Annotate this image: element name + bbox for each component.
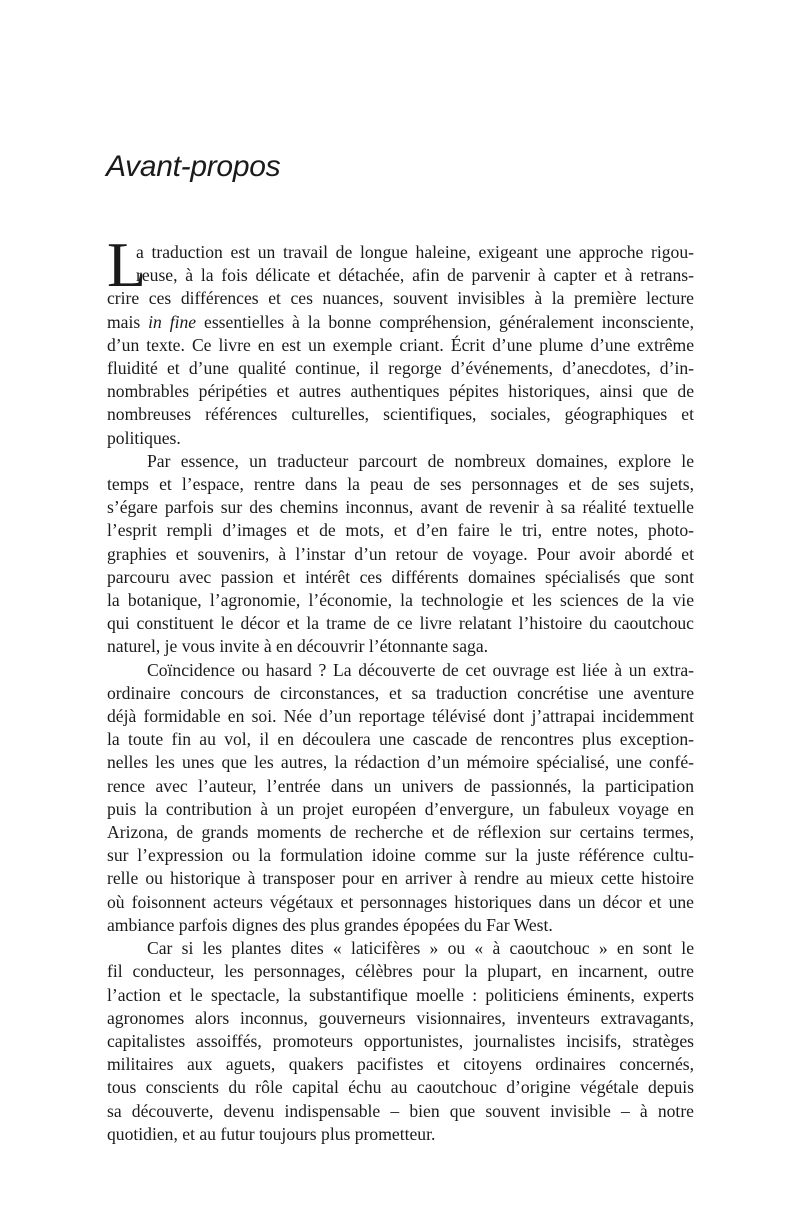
text-line: militaires aux aguets, quakers pacifistes et citoyens ordinaires concernés, xyxy=(107,1054,694,1075)
text-line: la toute fin au vol, il en découlera une cascade de rencontres plus exception- xyxy=(107,729,694,750)
text-line: l’action et le spectacle, la substantifique moelle : politiciens éminents, experts xyxy=(107,984,694,1005)
paragraph-2 xyxy=(107,450,694,659)
text-line: Coïncidence ou hasard ? La découverte de cet ouvrage est liée à un extra- xyxy=(147,659,694,680)
text-line: agronomes alors inconnus, gouverneurs visionnaires, inventeurs extravagants, xyxy=(107,1007,694,1028)
text-line: politiques. xyxy=(107,427,181,448)
text-line: crire ces différences et ces nuances, souvent invisibles à la première lecture xyxy=(107,288,694,309)
text-line: capitalistes assoiffés, promoteurs opportunistes, journalistes incisifs, stratèges xyxy=(107,1030,694,1051)
paragraph-4 xyxy=(107,937,694,1146)
text-line: s’égare parfois sur des chemins inconnus, avant de revenir à sa réalité textuelle xyxy=(107,497,694,518)
text-line: fluidité et d’une qualité continue, il regorge d’événements, d’anecdotes, d’in- xyxy=(107,358,694,379)
text-line: où foisonnent acteurs végétaux et personnages historiques dans un décor et une xyxy=(107,891,694,912)
text-line: nelles les unes que les autres, la rédaction d’un mémoire spécialisé, une confé- xyxy=(107,752,694,773)
text-line: fil conducteur, les personnages, célèbres pour la plupart, en incarnent, outre xyxy=(107,961,694,982)
text-line: ordinaire concours de circonstances, et sa traduction concrétise une aventure xyxy=(107,682,694,703)
text-line: temps et l’espace, rentre dans la peau de ses personnages et de ses sujets, xyxy=(107,474,694,495)
text-fragment: mais xyxy=(107,311,149,332)
text-line: nombrables péripéties et autres authentiques pépites historiques, ainsi que de xyxy=(107,381,694,402)
text-line: parcouru avec passion et intérêt ces différents domaines spécialisés que sont xyxy=(107,566,694,587)
text-line: sa découverte, devenu indispensable – bien que souvent invisible – à notre xyxy=(107,1100,694,1121)
text-line: relle ou historique à transposer pour en arriver à rendre au mieux cette histoire xyxy=(107,868,694,889)
text-line: Car si les plantes dites « laticifères » ou « à caoutchouc » en sont le xyxy=(147,938,694,959)
text-fragment: essentielles à la bonne compréhension, généralement inconsciente, xyxy=(196,311,694,332)
text-line: naturel, je vous invite à en découvrir l’étonnante saga. xyxy=(107,636,489,657)
paragraph-1 xyxy=(107,229,694,450)
text-line xyxy=(107,311,694,334)
italic-phrase: in fine xyxy=(148,311,197,332)
text-line: ambiance parfois dignes des plus grandes épopées du Far West. xyxy=(107,914,553,935)
text-line: Arizona, de grands moments de recherche et de réflexion sur certains termes, xyxy=(107,822,694,843)
body-text xyxy=(107,229,694,1146)
text-line: Par essence, un traducteur parcourt de nombreux domaines, explore le xyxy=(147,450,694,471)
page-title: Avant-propos xyxy=(106,150,281,183)
text-line: reuse, à la fois délicate et détachée, afin de parvenir à capter et à retrans- xyxy=(136,265,694,286)
text-line: nombreuses références culturelles, scientifiques, sociales, géographiques et xyxy=(107,404,694,425)
paragraph-3 xyxy=(107,659,694,937)
text-line: rence avec l’auteur, l’entrée dans un univers de passionnés, la participation xyxy=(107,775,694,796)
text-line: l’esprit rempli d’images et de mots, et d’en faire le tri, entre notes, photo- xyxy=(107,520,694,541)
text-line: la botanique, l’agronomie, l’économie, la technologie et les sciences de la vie xyxy=(107,590,694,611)
text-line: qui constituent le décor et la trame de ce livre relatant l’histoire du caoutchouc xyxy=(107,613,694,634)
text-line: déjà formidable en soi. Née d’un reportage télévisé dont j’attrapai incidemment xyxy=(107,706,694,727)
text-line: a traduction est un travail de longue haleine, exigeant une approche rigou- xyxy=(136,242,694,262)
text-line: sur l’expression ou la formulation idoine comme sur la juste référence cultu- xyxy=(107,845,694,866)
drop-cap: L xyxy=(107,229,147,300)
text-line: quotidien, et au futur toujours plus prometteur. xyxy=(107,1123,436,1144)
text-line: puis la contribution à un projet européen d’envergure, un fabuleux voyage en xyxy=(107,798,694,819)
text-line: graphies et souvenirs, à l’instar d’un retour de voyage. Pour avoir abordé et xyxy=(107,543,694,564)
text-line: d’un texte. Ce livre en est un exemple criant. Écrit d’une plume d’une extrême xyxy=(107,334,694,355)
text-line: tous conscients du rôle capital échu au caoutchouc d’origine végétale depuis xyxy=(107,1077,694,1098)
